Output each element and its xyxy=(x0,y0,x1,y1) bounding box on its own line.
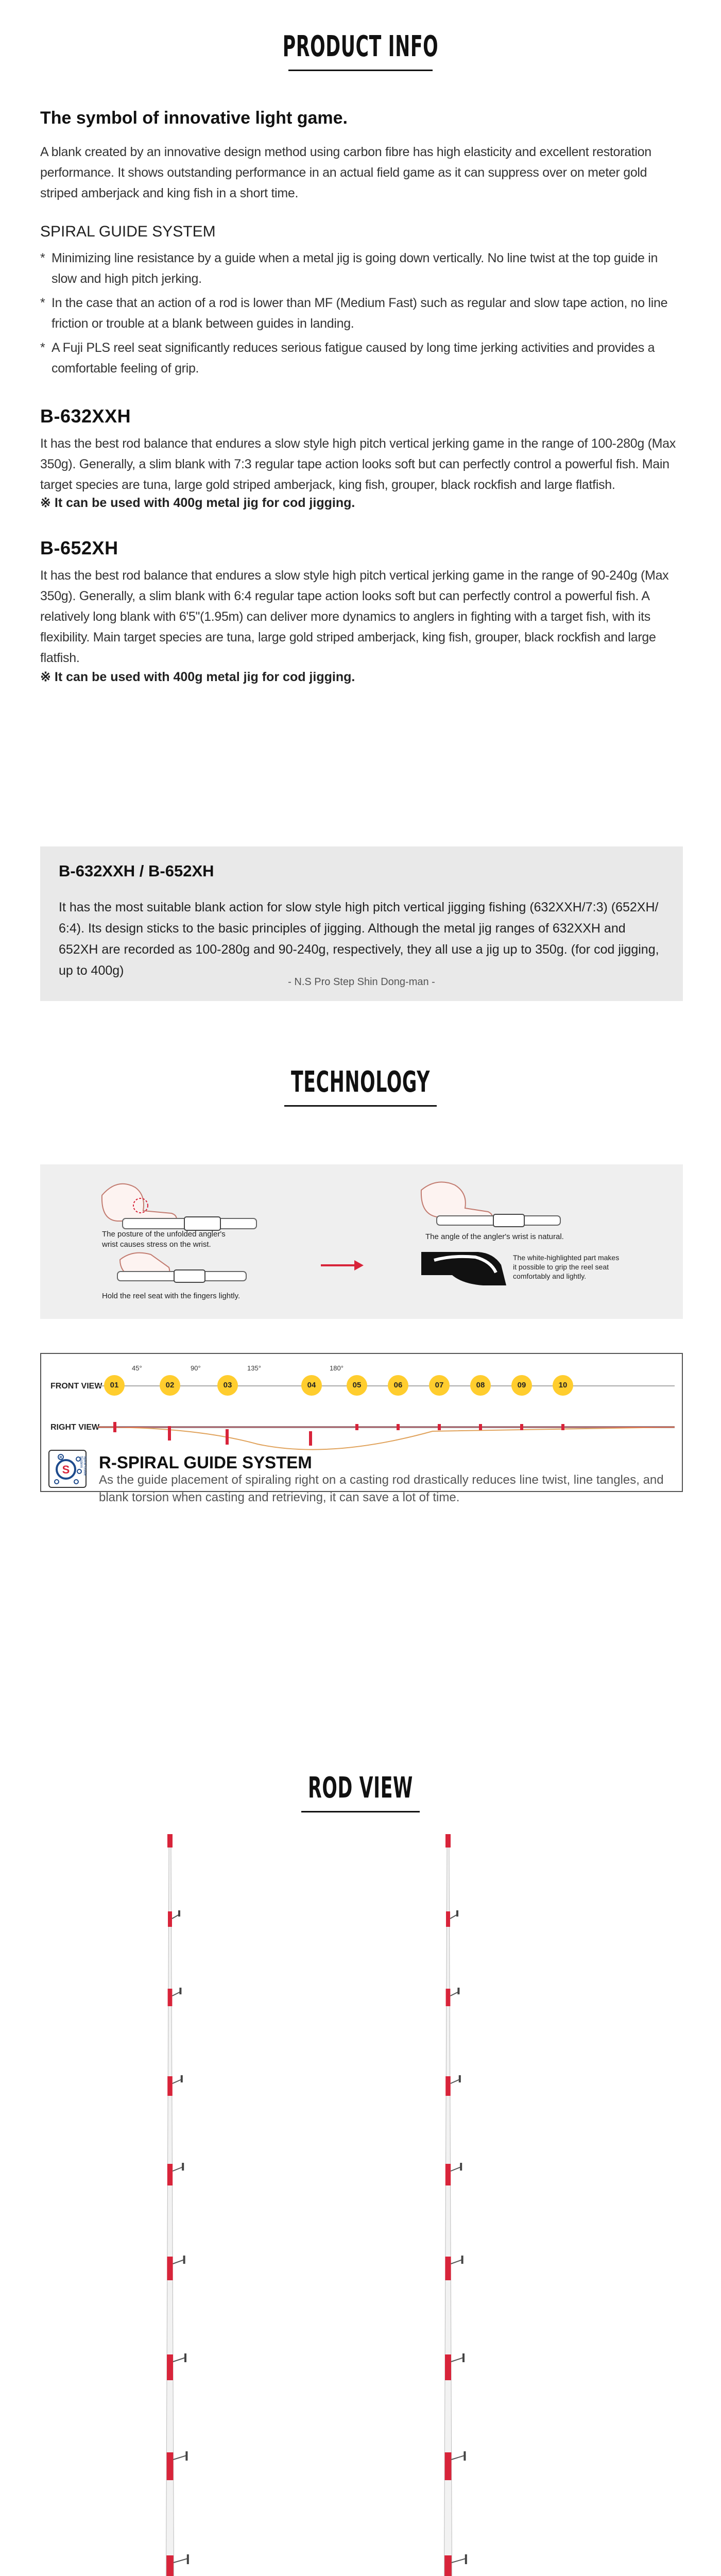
guide-number: 07 xyxy=(429,1375,450,1396)
rod-illustration-632xxh xyxy=(154,1834,288,2576)
headline: The symbol of innovative light game. xyxy=(40,108,348,128)
rod-guide-frame xyxy=(173,2167,183,2171)
caption-white-2: it possible to grip the reel seat xyxy=(513,1263,609,1271)
model-note-632xxh: ※ It can be used with 400g metal jig for cod jigging. xyxy=(40,496,355,510)
rod-guide-wrap xyxy=(166,2555,174,2576)
rod-guide-wrap xyxy=(167,2164,173,2185)
rod-guide-wrap xyxy=(167,2076,173,2096)
list-item: * A Fuji PLS reel seat significantly reduces serious fatigue caused by long time jerking activities and provides a comfortable feeling of grip. xyxy=(40,337,683,379)
rod-guide-ring xyxy=(178,1910,180,1917)
svg-text:The white-highlighted part mak xyxy=(513,1253,621,1280)
section-underline xyxy=(301,1811,420,1812)
hand-posture-fingers xyxy=(117,1253,246,1282)
guide-number: 09 xyxy=(511,1375,532,1396)
caption-white-1: The white-highlighted part makes xyxy=(513,1253,620,1262)
model-note-652xh: ※ It can be used with 400g metal jig for cod jigging. xyxy=(40,670,355,684)
quote-signature: - N.S Pro Step Shin Dong-man - xyxy=(288,976,435,988)
guide-angle: 90° xyxy=(191,1364,201,1372)
caption-posture-1: The posture of the unfolded angler's xyxy=(102,1230,226,1239)
reel-seat-black xyxy=(421,1252,506,1285)
guide-number: 02 xyxy=(160,1375,180,1396)
rod-guide-wrap xyxy=(167,2257,173,2280)
logo-text: Spiral Guide System xyxy=(79,1456,87,1476)
guide-number: 06 xyxy=(388,1375,408,1396)
spiral-guide-logo xyxy=(48,1450,87,1488)
spiral-guide-heading: SPIRAL GUIDE SYSTEM xyxy=(40,223,216,240)
svg-text:The posture of the unfolded an xyxy=(101,1230,228,1249)
hand-posture-bad xyxy=(102,1184,256,1230)
guide-number: 08 xyxy=(470,1375,491,1396)
section-title-rod-view: ROD VIEW xyxy=(308,1771,413,1805)
rod-guide-wrap xyxy=(167,2354,173,2380)
caption-hold: Hold the reel seat with the fingers lightly. xyxy=(102,1292,241,1300)
rod-guide-wrap xyxy=(445,2076,451,2096)
hand-posture-good xyxy=(421,1182,560,1227)
rod-guide-frame xyxy=(451,2260,462,2264)
rod-guide-ring xyxy=(184,2353,186,2362)
rod-guide-wrap xyxy=(444,2555,452,2576)
rod-guide-wrap xyxy=(446,1911,450,1927)
rod-guide-ring xyxy=(179,1988,181,1994)
caption-angle: The angle of the angler's wrist is natural. xyxy=(425,1232,564,1241)
rod-guide-ring xyxy=(464,2451,466,2461)
guide-marks xyxy=(113,1422,564,1446)
rspiral-description: As the guide placement of spiraling right on a casting rod drastically reduces line twist, line tangles, and blank torsion when casting and retrieving, it can save a lot of time. xyxy=(99,1473,664,1504)
rod-guide-wrap xyxy=(168,1911,172,1927)
rod-guide-wrap xyxy=(167,2452,174,2480)
list-item: * In the case that an action of a rod is lower than MF (Medium Fast) such as regular and slow tape action, no line friction or trouble at a blank between guides in landing. xyxy=(40,293,683,334)
rod-guide-frame xyxy=(452,2558,466,2563)
rspiral-title: R-SPIRAL GUIDE SYSTEM xyxy=(99,1453,312,1472)
section-underline xyxy=(284,1105,437,1107)
guide-angle: 45° xyxy=(132,1364,142,1372)
rod-guide-frame xyxy=(174,2558,188,2563)
model-heading-632xxh: B-632XXH xyxy=(40,405,131,427)
model-desc-652xh: It has the best rod balance that endures a slow style high pitch vertical jerking game in the range of 90-240g (Max 350g). Generally, a slim blank with 6:4 regular tape action looks soft but can perfectly control a powerful fish. A relatively long blank with 6'5"(1.95m) can deliver more dynamics to anglers in fighting with a target fish, with its flexibility. Main target species are tuna, large gold striped amberjack, king fish, grouper, black rockfish and large flatfish. xyxy=(40,568,669,665)
spiral-guide-panel xyxy=(40,1353,683,1504)
caption-posture-2: wrist causes stress on the wrist. xyxy=(102,1240,211,1249)
guide-number: 01 xyxy=(104,1375,125,1396)
quote-box xyxy=(40,846,683,1001)
guide-number: 05 xyxy=(347,1375,367,1396)
rod-guide-wrap xyxy=(445,2452,452,2480)
rod-guide-ring xyxy=(465,2554,467,2564)
rod-guide-ring xyxy=(459,2075,461,2082)
rod-guide-ring xyxy=(182,2163,184,2171)
front-view-label: FRONT VIEW xyxy=(50,1382,102,1391)
rod-guide-frame xyxy=(451,2455,465,2460)
rod-guide-ring xyxy=(185,2451,187,2461)
intro-paragraph: A blank created by an innovative design method using carbon fibre has high elasticity and excellent restoration performance. It shows outstanding performance in an actual field game as it can suppress over on meter gold striped amberjack and king fish in a short time. xyxy=(40,145,651,200)
rod-guide-ring xyxy=(187,2554,189,2564)
rod-guide-ring xyxy=(456,1910,458,1917)
list-item: * Minimizing line resistance by a guide when a metal jig is going down vertically. No line twist at the top guide in slow and high pitch jerking. xyxy=(40,248,683,289)
rod-guide-ring xyxy=(181,2075,183,2082)
reel-seat-illustration xyxy=(40,1164,683,1319)
spiral-guide-list xyxy=(40,248,683,379)
rod-guide-wrap xyxy=(445,2354,451,2380)
caption-white-3: comfortably and lightly. xyxy=(513,1272,587,1280)
section-title-product-info: PRODUCT INFO xyxy=(282,30,439,63)
rod-guide-ring xyxy=(461,2256,464,2264)
guide-angle: 135° xyxy=(247,1364,261,1372)
rod-guide-ring xyxy=(462,2353,465,2362)
guide-number: 03 xyxy=(217,1375,238,1396)
guide-angle: 180° xyxy=(330,1364,344,1372)
rod-guide-frame xyxy=(173,2358,185,2362)
rod-guide-wrap xyxy=(445,2164,451,2185)
guide-number: 04 xyxy=(301,1375,322,1396)
rod-guide-frame xyxy=(451,2167,461,2171)
reel-seat-diagram xyxy=(40,1164,683,1319)
rod-guide-frame xyxy=(451,2079,460,2083)
guide-number: 10 xyxy=(553,1375,573,1396)
tip-top-guide xyxy=(167,1834,173,1848)
rod-illustration-652xh xyxy=(433,1834,566,2576)
model-heading-652xh: B-652XH xyxy=(40,537,118,558)
model-desc-632xxh: It has the best rod balance that endures a slow style high pitch vertical jerking game in the range of 100-280g (Max 350g). Generally, a slim blank with 7:3 regular tape action looks soft but can perfectly control a powerful fish. Main target species are tuna, large gold striped amberjack, king fish, grouper, black rockfish and large flatfish. xyxy=(40,436,676,492)
quote-title: B-632XXH / B-652XH xyxy=(59,862,214,880)
arrow-right-icon xyxy=(321,1260,364,1270)
rod-guide-frame xyxy=(173,2455,186,2460)
rod-guide-wrap xyxy=(446,1989,451,2006)
rod-guide-frame xyxy=(450,1992,458,1996)
rod-guide-frame xyxy=(450,1914,457,1919)
rod-guide-frame xyxy=(172,1992,180,1996)
svg-text:S: S xyxy=(62,1463,70,1476)
quote-body: It has the most suitable blank action for slow style high pitch vertical jigging fishing (632XXH/7:3) (652XH/ 6:4). Its design sticks to the basic principles of jigging. Although the metal jig ranges of 632XXH and 652XH are recorded as 100-280g and 90-240g, respectively, they all use a jig up to 350g. (for cod jigging, up to 400g) xyxy=(59,900,659,978)
rod-guide-wrap xyxy=(168,1989,173,2006)
section-underline xyxy=(288,70,433,71)
svg-text:R: R xyxy=(59,1456,62,1460)
rod-guide-frame xyxy=(173,2079,182,2083)
rod-guide-frame xyxy=(451,2358,464,2362)
tip-top-guide xyxy=(445,1834,451,1848)
rod-guide-frame xyxy=(173,2260,184,2264)
rod-guide-wrap xyxy=(445,2257,451,2280)
rod-guide-ring xyxy=(460,2163,462,2171)
section-title-technology: TECHNOLOGY xyxy=(291,1065,430,1099)
rod-guide-frame xyxy=(172,1914,179,1919)
product-info-body xyxy=(40,108,683,685)
rod-guide-ring xyxy=(457,1988,459,1994)
rod-guide-ring xyxy=(183,2256,185,2264)
right-view-label: RIGHT VIEW xyxy=(50,1423,100,1432)
